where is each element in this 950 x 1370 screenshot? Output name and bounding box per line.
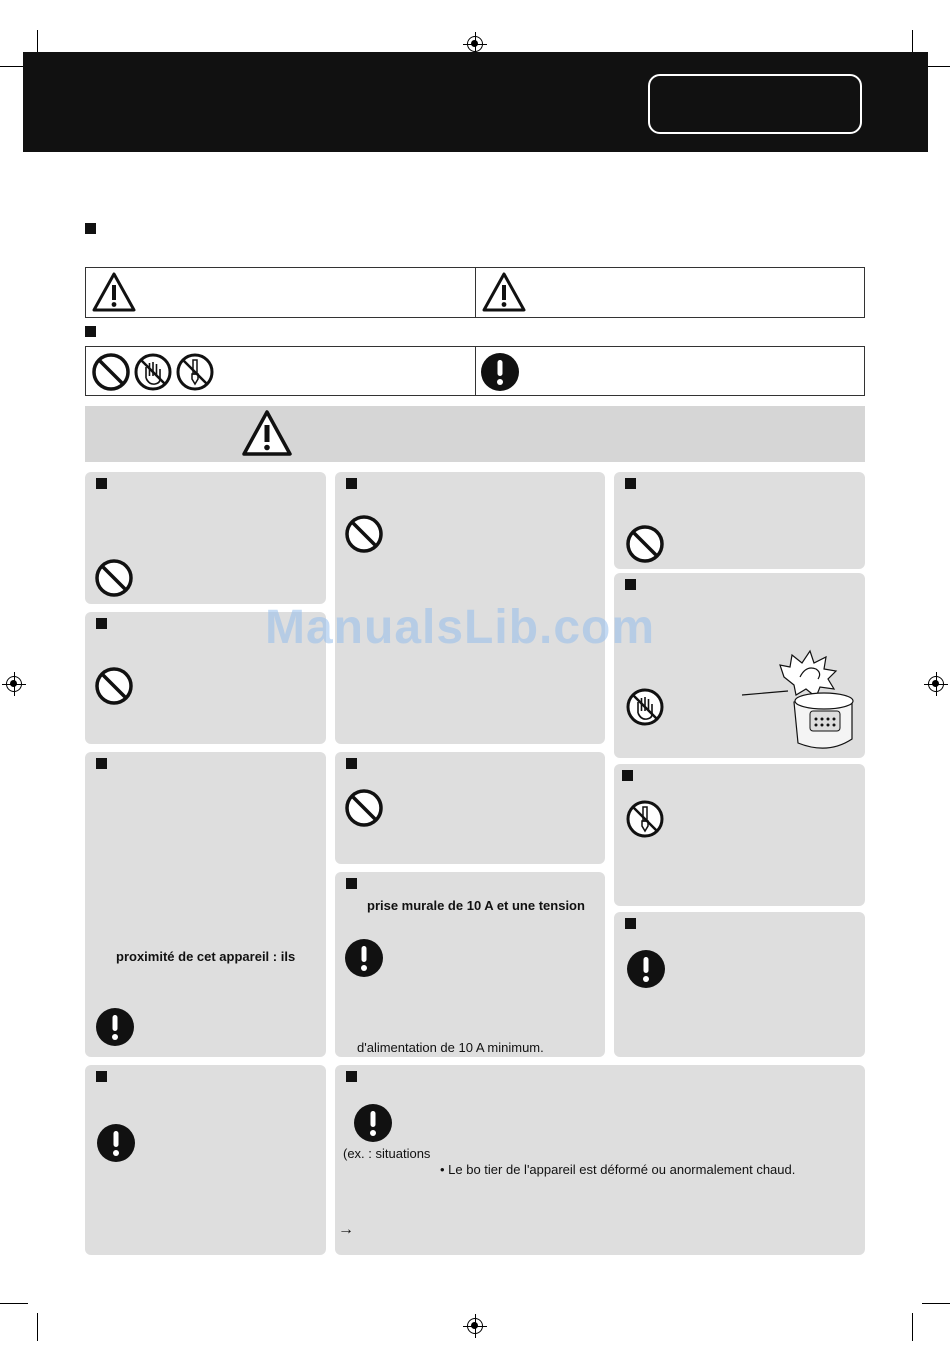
no-disassemble-icon — [625, 799, 665, 839]
card-text: d'alimentation de 10 A minimum. — [357, 1040, 544, 1055]
registration-mark-icon — [6, 676, 22, 692]
warning-legend-row — [85, 267, 865, 318]
card-text: proximité de cet appareil : ils — [116, 949, 296, 964]
crop-mark — [37, 1313, 38, 1341]
prohibited-icon — [91, 352, 131, 392]
legend-prohibited-cell — [86, 347, 475, 395]
card-bullet — [346, 478, 357, 489]
mandatory-icon — [96, 1123, 136, 1163]
no-disassemble-icon — [175, 352, 215, 392]
section-bullet — [85, 326, 96, 337]
no-touch-icon — [133, 352, 173, 392]
warning-card — [614, 472, 865, 569]
warning-card — [335, 1065, 865, 1255]
watermark: ManualsLib.com — [265, 601, 656, 654]
card-bullet — [346, 1071, 357, 1082]
card-bullet — [625, 478, 636, 489]
mandatory-icon — [344, 938, 384, 978]
warning-card — [85, 1065, 326, 1255]
warning-triangle-icon — [241, 409, 293, 457]
warning-card — [614, 912, 865, 1057]
card-bullet — [96, 478, 107, 489]
card-bullet-text: • Le bo tier de l'appareil est déformé ou anormalement chaud. — [440, 1162, 796, 1177]
card-bullet — [346, 758, 357, 769]
mandatory-icon — [95, 1007, 135, 1047]
mandatory-icon — [353, 1103, 393, 1143]
legend-mandatory-cell — [475, 347, 865, 395]
card-bullet — [622, 770, 633, 781]
mandatory-icon — [626, 949, 666, 989]
card-bullet — [96, 758, 107, 769]
warning-triangle-icon — [91, 271, 137, 313]
crop-mark — [0, 1303, 28, 1304]
warning-banner — [85, 406, 865, 462]
warning-card — [85, 752, 326, 1057]
prohibited-icon — [94, 666, 134, 706]
symbol-legend-row — [85, 346, 865, 396]
card-bullet — [96, 1071, 107, 1082]
prohibited-icon — [94, 558, 134, 598]
prohibited-icon — [344, 514, 384, 554]
warning-card — [614, 764, 865, 906]
header-section-box — [648, 74, 862, 134]
warning-card — [85, 472, 326, 604]
card-bullet — [625, 579, 636, 590]
registration-mark-icon — [467, 36, 483, 52]
warning-card — [335, 872, 605, 1057]
card-bullet — [625, 918, 636, 929]
arrow-icon: → — [338, 1221, 354, 1238]
registration-mark-icon — [467, 1318, 483, 1334]
card-text: (ex. : situations — [343, 1146, 431, 1161]
card-bullet — [96, 618, 107, 629]
card-bullet — [346, 878, 357, 889]
rice-cooker-steam-illustration — [740, 647, 860, 757]
legend-caution-cell — [475, 268, 865, 317]
prohibited-icon — [344, 788, 384, 828]
crop-mark — [912, 1313, 913, 1341]
legend-warning-cell — [86, 268, 475, 317]
no-touch-icon — [625, 687, 665, 727]
warning-card — [335, 752, 605, 864]
registration-mark-icon — [928, 676, 944, 692]
mandatory-icon — [480, 352, 520, 392]
prohibited-icon — [625, 524, 665, 564]
section-bullet — [85, 223, 96, 234]
warning-triangle-icon — [481, 271, 527, 313]
card-text: prise murale de 10 A et une tension — [367, 898, 585, 913]
crop-mark — [922, 1303, 950, 1304]
